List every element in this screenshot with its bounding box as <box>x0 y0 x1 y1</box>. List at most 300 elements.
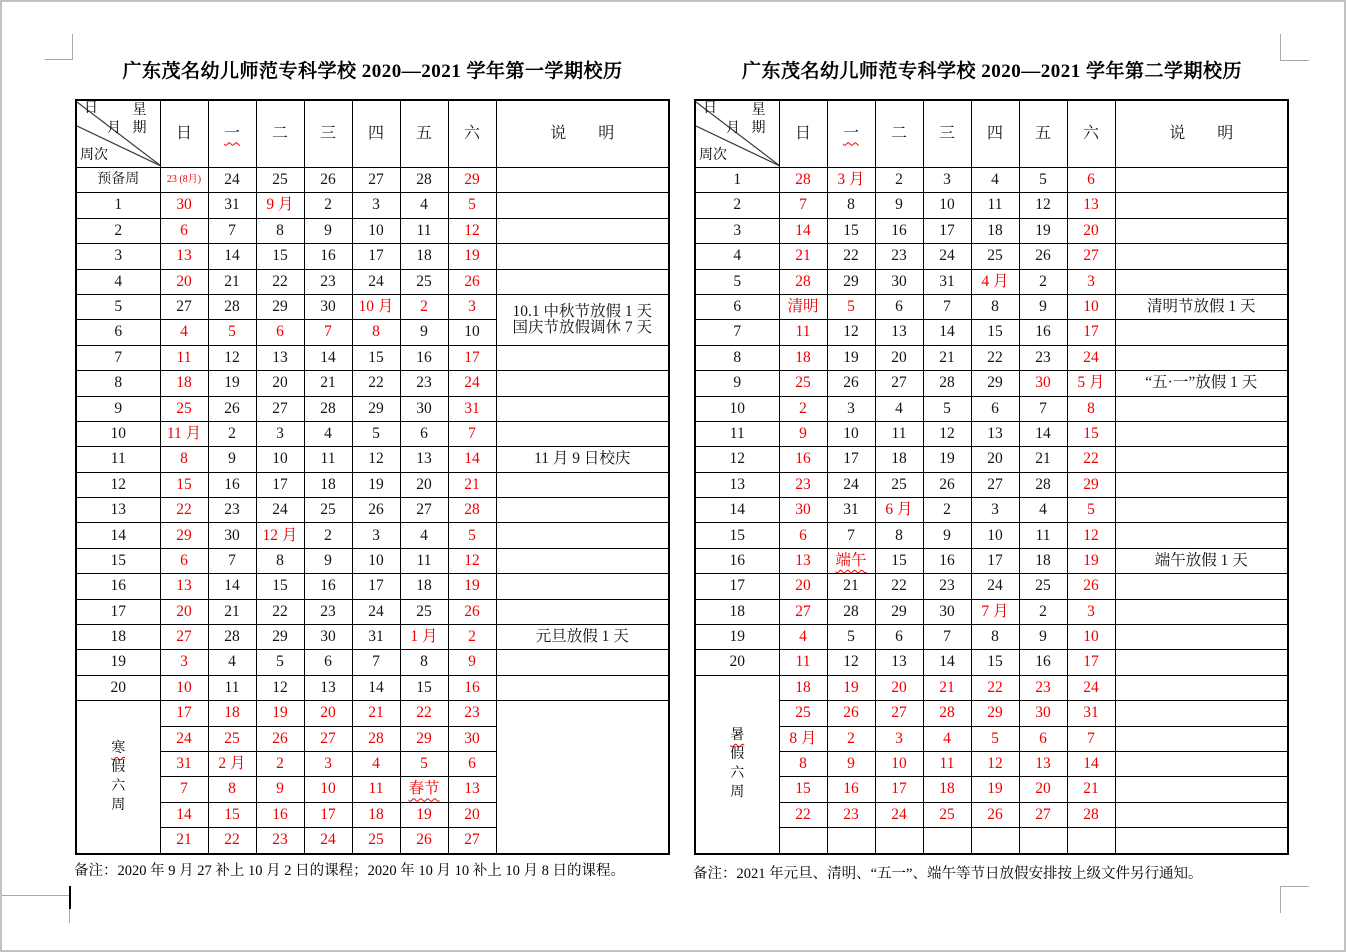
calendar-day-cell: 7 <box>1067 726 1115 751</box>
calendar-day-cell: 16 <box>923 548 971 573</box>
calendar-day-cell: 24 <box>208 168 256 193</box>
remark-cell <box>1115 244 1288 269</box>
calendar-week-row <box>76 599 669 624</box>
calendar-day-cell: 3 <box>160 650 208 675</box>
calendar-day-cell: 15 <box>827 218 875 243</box>
calendar-week-row <box>76 472 669 497</box>
remark-cell <box>1115 447 1288 472</box>
calendar-day-cell: 23 (8月) <box>160 168 208 193</box>
weekday-header-label: 二 <box>271 124 288 142</box>
calendar-day-cell: 14 <box>208 244 256 269</box>
calendar-day-cell: 3 <box>352 523 400 548</box>
calendar-day-cell: 23 <box>875 244 923 269</box>
remark-cell: 端午放假 1 天 <box>1115 548 1288 573</box>
calendar-day-cell: 8 <box>400 650 448 675</box>
week-number-cell: 9 <box>695 371 779 396</box>
remark-cell <box>496 548 669 573</box>
remark-cell <box>1115 193 1288 218</box>
calendar-day-cell: 6 <box>1067 168 1115 193</box>
remark-cell <box>496 599 669 624</box>
calendar-day-cell: 22 <box>779 802 827 827</box>
calendar-day-cell: 12 <box>448 218 496 243</box>
calendar-day-cell: 10 <box>1067 294 1115 319</box>
week-number-cell: 8 <box>695 345 779 370</box>
calendar-day-cell: 9 <box>1019 625 1067 650</box>
week-number-cell: 12 <box>76 472 160 497</box>
calendar-day-cell: 19 <box>827 675 875 700</box>
calendar-day-cell: 16 <box>827 777 875 802</box>
calendar-day-cell: 27 <box>875 701 923 726</box>
week-number-cell: 10 <box>695 396 779 421</box>
calendar-day-cell: 4 <box>400 523 448 548</box>
calendar-day-cell: 11 <box>971 193 1019 218</box>
calendar-day-cell: 25 <box>400 269 448 294</box>
remark-cell <box>496 472 669 497</box>
calendar-day-cell: 19 <box>448 574 496 599</box>
calendar-day-cell: 18 <box>400 574 448 599</box>
remark-cell <box>1115 726 1288 751</box>
calendar-day-cell: 14 <box>304 345 352 370</box>
calendar-day-cell: 12 <box>1019 193 1067 218</box>
calendar-day-cell: 16 <box>400 345 448 370</box>
weekday-header-label: 一 <box>223 124 240 142</box>
calendar-day-cell: 2 <box>923 498 971 523</box>
calendar-day-cell: 17 <box>1067 650 1115 675</box>
calendar-day-cell: 3 <box>923 168 971 193</box>
calendar-day-cell: 29 <box>256 625 304 650</box>
weekday-header-cell <box>304 100 352 168</box>
weekday-header-label: 五 <box>1034 124 1051 142</box>
calendar-day-cell: 10 <box>827 421 875 446</box>
calendar-day-cell: 29 <box>1067 472 1115 497</box>
calendar-day-cell: 25 <box>923 802 971 827</box>
calendar-day-cell: 11 <box>352 777 400 802</box>
weekday-header-label: 四 <box>367 124 384 142</box>
week-number-cell: 预备周 <box>76 168 160 193</box>
calendar-day-cell: 3 月 <box>827 168 875 193</box>
calendar-day-cell: 28 <box>1067 802 1115 827</box>
calendar-day-cell: 清明 <box>779 294 827 319</box>
vacation-label-char: 六 <box>111 778 126 794</box>
calendar-day-cell: 5 <box>400 751 448 776</box>
remark-cell <box>1115 599 1288 624</box>
remark-cell <box>1115 345 1288 370</box>
week-number-cell: 14 <box>695 498 779 523</box>
calendar-day-cell <box>875 828 923 854</box>
remark-cell <box>1115 523 1288 548</box>
calendar-day-cell: 17 <box>256 472 304 497</box>
calendar-day-cell: 21 <box>208 599 256 624</box>
calendar-day-cell: 16 <box>1019 650 1067 675</box>
calendar-day-cell: 12 <box>352 447 400 472</box>
calendar-day-cell: 3 <box>1067 269 1115 294</box>
calendar-day-cell: 14 <box>448 447 496 472</box>
calendar-day-cell: 26 <box>256 726 304 751</box>
calendar-day-cell: 22 <box>1067 447 1115 472</box>
calendar-day-cell: 8 <box>1067 396 1115 421</box>
calendar-day-cell: 7 <box>827 523 875 548</box>
calendar-day-cell: 10 <box>971 523 1019 548</box>
calendar-day-cell: 12 <box>448 548 496 573</box>
calendar-day-cell: 4 <box>160 320 208 345</box>
calendar-day-cell: 13 <box>875 320 923 345</box>
week-number-cell: 12 <box>695 447 779 472</box>
calendar-day-cell: 25 <box>779 701 827 726</box>
calendar-day-cell: 22 <box>256 269 304 294</box>
remark-cell <box>496 244 669 269</box>
weekday-header-label: 二 <box>890 124 907 142</box>
calendar-day-cell: 23 <box>304 269 352 294</box>
calendar-day-cell: 10 <box>352 218 400 243</box>
week-number-cell: 3 <box>695 218 779 243</box>
calendar-day-cell: 9 <box>208 447 256 472</box>
calendar-day-cell: 3 <box>875 726 923 751</box>
calendar-week-row <box>695 371 1288 396</box>
calendar-day-cell: 31 <box>352 625 400 650</box>
calendar-week-row <box>695 294 1288 319</box>
calendar-semester1 <box>75 99 670 855</box>
calendar-day-cell: 27 <box>352 168 400 193</box>
calendar-day-cell: 20 <box>1067 218 1115 243</box>
calendar-day-cell: 24 <box>160 726 208 751</box>
week-number-cell: 1 <box>695 168 779 193</box>
calendar-day-cell: 19 <box>1019 218 1067 243</box>
calendar-day-cell: 27 <box>779 599 827 624</box>
calendar-day-cell: 10 <box>875 751 923 776</box>
remark-cell <box>496 193 669 218</box>
calendar-day-cell: 20 <box>779 574 827 599</box>
calendar-day-cell: 4 <box>971 168 1019 193</box>
calendar-day-cell: 27 <box>1019 802 1067 827</box>
calendar-day-cell: 26 <box>827 371 875 396</box>
calendar-day-cell: 4 <box>779 625 827 650</box>
calendar-day-cell: 24 <box>304 828 352 854</box>
remark-cell <box>1115 168 1288 193</box>
calendar-day-cell: 28 <box>352 726 400 751</box>
calendar-day-cell: 22 <box>827 244 875 269</box>
calendar-day-cell: 10 <box>1067 625 1115 650</box>
calendar-day-cell: 23 <box>827 802 875 827</box>
week-number-cell: 7 <box>76 345 160 370</box>
calendar-day-cell: 7 <box>923 625 971 650</box>
calendar-day-cell: 12 <box>827 650 875 675</box>
remark-cell <box>1115 828 1288 854</box>
remark-cell <box>1115 701 1288 726</box>
calendar-day-cell: 5 <box>448 523 496 548</box>
week-number-cell: 4 <box>76 269 160 294</box>
calendar-day-cell: 10 <box>448 320 496 345</box>
calendar-day-cell: 12 <box>827 320 875 345</box>
calendar-day-cell: 5 月 <box>1067 371 1115 396</box>
calendar-day-cell: 25 <box>208 726 256 751</box>
weekday-header-cell <box>1067 100 1115 168</box>
calendar-day-cell: 13 <box>1067 193 1115 218</box>
calendar-day-cell: 6 <box>1019 726 1067 751</box>
week-number-cell: 20 <box>76 675 160 700</box>
calendar-day-cell: 28 <box>779 168 827 193</box>
calendar-table <box>694 99 1289 855</box>
calendar-day-cell: 16 <box>304 244 352 269</box>
calendar-day-cell: 22 <box>971 345 1019 370</box>
calendar-week-row <box>76 498 669 523</box>
week-number-cell: 19 <box>76 650 160 675</box>
calendar-day-cell: 9 <box>827 751 875 776</box>
calendar-day-cell: 10 <box>923 193 971 218</box>
remark-cell <box>1115 218 1288 243</box>
week-number-cell: 18 <box>695 599 779 624</box>
weekday-header-cell <box>971 100 1019 168</box>
calendar-day-cell: 10 <box>304 777 352 802</box>
calendar-day-cell: 7 <box>448 421 496 446</box>
calendar-week-row <box>695 396 1288 421</box>
calendar-week-row <box>76 675 669 700</box>
calendar-day-cell: 6 <box>400 421 448 446</box>
vacation-row <box>695 802 1288 827</box>
calendar-day-cell: 14 <box>208 574 256 599</box>
calendar-day-cell: 5 <box>208 320 256 345</box>
remark-cell <box>1115 574 1288 599</box>
calendar-day-cell: 21 <box>923 345 971 370</box>
calendar-day-cell: 15 <box>208 802 256 827</box>
week-number-cell: 17 <box>76 599 160 624</box>
calendar-day-cell: 14 <box>923 650 971 675</box>
calendar-day-cell: 8 <box>971 625 1019 650</box>
calendar-day-cell: 6 <box>779 523 827 548</box>
calendar-day-cell: 5 <box>923 396 971 421</box>
calendar-week-row <box>695 548 1288 573</box>
calendar-week-row <box>695 472 1288 497</box>
calendar-day-cell: 27 <box>400 498 448 523</box>
calendar-day-cell: 24 <box>352 599 400 624</box>
remark-cell <box>496 523 669 548</box>
calendar-day-cell: 12 <box>256 675 304 700</box>
corner-label-r3: 周次 <box>80 148 108 164</box>
calendar-day-cell: 25 <box>779 371 827 396</box>
calendar-day-cell: 11 <box>304 447 352 472</box>
calendar-day-cell: 26 <box>304 168 352 193</box>
remark-cell <box>496 396 669 421</box>
calendar-day-cell: 16 <box>208 472 256 497</box>
calendar-day-cell: 20 <box>160 269 208 294</box>
vacation-label-char: 假 <box>111 759 126 775</box>
calendar-day-cell: 6 <box>448 751 496 776</box>
page-title-semester2: 广东茂名幼儿师范专科学校 2020—2021 学年第二学期校历 <box>741 61 1242 82</box>
calendar-week-row <box>76 650 669 675</box>
calendar-day-cell: 19 <box>971 777 1019 802</box>
calendar-day-cell: 17 <box>875 777 923 802</box>
week-number-cell: 20 <box>695 650 779 675</box>
calendar-day-cell: 16 <box>448 675 496 700</box>
calendar-week-row <box>76 345 669 370</box>
calendar-week-row <box>76 396 669 421</box>
weekday-header-label: 日 <box>794 124 811 142</box>
calendar-day-cell: 19 <box>1067 548 1115 573</box>
week-number-cell: 5 <box>695 269 779 294</box>
calendar-week-row <box>695 320 1288 345</box>
week-number-cell: 9 <box>76 396 160 421</box>
calendar-day-cell: 30 <box>448 726 496 751</box>
week-number-cell: 3 <box>76 244 160 269</box>
calendar-day-cell: 30 <box>779 498 827 523</box>
calendar-day-cell: 21 <box>779 244 827 269</box>
calendar-week-row <box>695 168 1288 193</box>
calendar-day-cell: 23 <box>1019 345 1067 370</box>
calendar-day-cell <box>400 777 448 802</box>
calendar-week-row <box>76 574 669 599</box>
corner-header-cell <box>695 100 779 168</box>
calendar-day-cell: 21 <box>448 472 496 497</box>
calendar-day-cell: 4 <box>208 650 256 675</box>
calendar-week-row <box>695 218 1288 243</box>
calendar-day-cell: 10 <box>256 447 304 472</box>
calendar-day-cell: 23 <box>923 574 971 599</box>
calendar-day-cell: 3 <box>448 294 496 319</box>
calendar-day-cell: 18 <box>971 218 1019 243</box>
calendar-week-row <box>76 269 669 294</box>
calendar-day-cell: 11 <box>779 650 827 675</box>
calendar-day-cell: 12 <box>971 751 1019 776</box>
calendar-day-cell <box>1019 828 1067 854</box>
calendar-day-cell: 25 <box>256 168 304 193</box>
week-number-cell: 19 <box>695 625 779 650</box>
calendar-day-cell: 20 <box>971 447 1019 472</box>
calendar-day-cell: 5 <box>827 294 875 319</box>
remark-cell <box>496 269 669 294</box>
calendar-day-cell: 1 月 <box>400 625 448 650</box>
calendar-day-cell: 31 <box>923 269 971 294</box>
calendar-day-cell: 25 <box>1019 574 1067 599</box>
calendar-table <box>75 99 670 855</box>
calendar-week-row <box>695 523 1288 548</box>
corner-label-r2r: 期 <box>751 121 766 136</box>
calendar-day-cell: 30 <box>304 625 352 650</box>
weekday-header-label: 五 <box>415 124 432 142</box>
calendar-day-cell: 28 <box>923 701 971 726</box>
calendar-day-cell: 11 <box>875 421 923 446</box>
remark-cell <box>1115 498 1288 523</box>
remark-header-cell: 说 明 <box>1115 100 1288 168</box>
weekday-header-cell <box>400 100 448 168</box>
weekday-header-cell <box>448 100 496 168</box>
calendar-day-cell: 9 <box>779 421 827 446</box>
calendar-day-cell: 22 <box>256 599 304 624</box>
calendar-day-cell: 28 <box>827 599 875 624</box>
calendar-day-cell: 18 <box>1019 548 1067 573</box>
vacation-row <box>695 726 1288 751</box>
calendar-day-cell: 19 <box>400 802 448 827</box>
calendar-day-cell: 27 <box>971 472 1019 497</box>
calendar-day-cell: 13 <box>256 345 304 370</box>
remark-cell <box>1115 802 1288 827</box>
text-cursor <box>69 886 71 909</box>
calendar-day-cell: 2 <box>779 396 827 421</box>
calendar-day-cell: 9 <box>304 548 352 573</box>
week-number-cell: 4 <box>695 244 779 269</box>
calendar-day-cell: 20 <box>448 802 496 827</box>
calendar-day-cell: 9 <box>923 523 971 548</box>
calendar-day-cell: 2 <box>256 751 304 776</box>
calendar-day-cell: 23 <box>448 701 496 726</box>
calendar-day-cell: 10 <box>160 675 208 700</box>
footnote-semester1: 备注：2020 年 9 月 27 补上 10 月 2 日的课程；2020 年 10 月 10 补上 10 月 8 日的课程。 <box>74 863 625 879</box>
calendar-day-cell: 21 <box>208 269 256 294</box>
calendar-day-cell: 26 <box>1067 574 1115 599</box>
calendar-day-cell: 15 <box>779 777 827 802</box>
calendar-day-cell: 21 <box>1019 447 1067 472</box>
calendar-day-cell: 15 <box>400 675 448 700</box>
calendar-day-cell: 7 <box>160 777 208 802</box>
calendar-week-row <box>695 244 1288 269</box>
calendar-header-row <box>76 100 669 168</box>
calendar-day-cell: 27 <box>448 828 496 854</box>
remark-cell: 清明节放假 1 天 <box>1115 294 1288 319</box>
calendar-week-row <box>76 244 669 269</box>
calendar-day-cell: 31 <box>1067 701 1115 726</box>
calendar-day-cell: 26 <box>400 828 448 854</box>
weekday-header-label: 六 <box>463 124 480 142</box>
calendar-day-cell: 28 <box>400 168 448 193</box>
calendar-day-cell: 16 <box>875 218 923 243</box>
calendar-day-cell <box>827 548 875 573</box>
calendar-day-cell: 3 <box>304 751 352 776</box>
corner-label-r2r: 期 <box>132 121 147 136</box>
calendar-day-cell: 4 <box>923 726 971 751</box>
calendar-day-cell: 12 <box>208 345 256 370</box>
calendar-day-cell: 28 <box>448 498 496 523</box>
calendar-day-cell: 30 <box>875 269 923 294</box>
remark-cell <box>496 218 669 243</box>
remark-header-cell: 说 明 <box>496 100 669 168</box>
calendar-week-row <box>76 371 669 396</box>
calendar-week-row <box>76 548 669 573</box>
calendar-day-cell: 21 <box>304 371 352 396</box>
calendar-day-cell: 17 <box>827 447 875 472</box>
calendar-day-cell: 12 <box>1067 523 1115 548</box>
week-number-cell: 11 <box>695 421 779 446</box>
calendar-day-cell: 19 <box>352 472 400 497</box>
weekday-header-cell <box>827 100 875 168</box>
week-number-cell: 13 <box>695 472 779 497</box>
calendar-day-cell: 5 <box>1067 498 1115 523</box>
calendar-day-cell: 24 <box>923 244 971 269</box>
week-number-cell: 2 <box>76 218 160 243</box>
calendar-week-row <box>695 447 1288 472</box>
calendar-week-row <box>695 650 1288 675</box>
calendar-day-cell: 13 <box>304 675 352 700</box>
calendar-day-cell: 6 <box>875 625 923 650</box>
calendar-day-cell: 8 <box>208 777 256 802</box>
calendar-day-cell: 20 <box>160 599 208 624</box>
remark-cell <box>496 168 669 193</box>
remark-cell <box>1115 472 1288 497</box>
calendar-week-row <box>695 421 1288 446</box>
calendar-day-cell: 14 <box>1019 421 1067 446</box>
calendar-day-cell: 6 <box>971 396 1019 421</box>
calendar-day-cell: 9 <box>1019 294 1067 319</box>
vacation-label-char: 寒 <box>111 740 126 756</box>
calendar-day-cell: 18 <box>779 675 827 700</box>
calendar-day-cell: 11 <box>400 218 448 243</box>
calendar-day-cell <box>1067 828 1115 854</box>
calendar-day-cell: 25 <box>400 599 448 624</box>
remark-cell <box>1115 650 1288 675</box>
calendar-day-cell: 6 <box>875 294 923 319</box>
calendar-day-cell: 17 <box>1067 320 1115 345</box>
calendar-day-cell: 15 <box>1067 421 1115 446</box>
calendar-day-cell: 28 <box>779 269 827 294</box>
calendar-day-cell: 2 <box>304 523 352 548</box>
calendar-day-cell: 30 <box>1019 701 1067 726</box>
